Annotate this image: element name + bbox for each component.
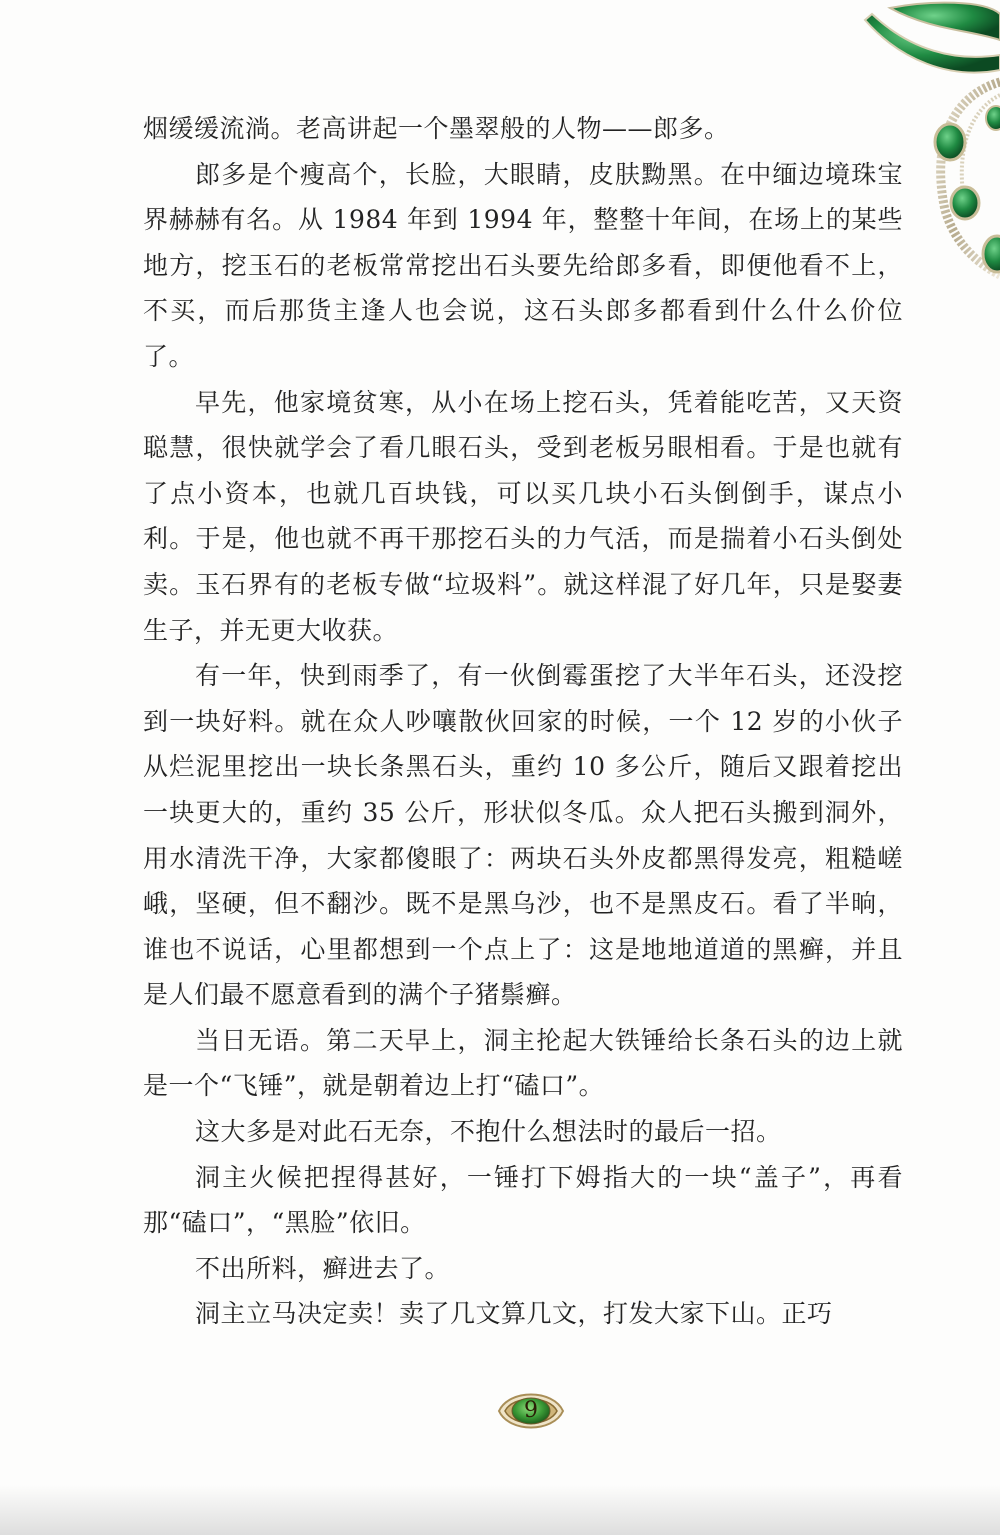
paragraph: 这大多是对此石无奈，不抱什么想法时的最后一招。 <box>195 1117 782 1147</box>
paragraph: 洞主立马决定卖！卖了几文算几文，打发大家下山。正巧 <box>195 1299 833 1329</box>
page-number-badge <box>495 1385 567 1437</box>
paragraph: 郎多是个瘦高个，长脸，大眼睛，皮肤黝黑。在中缅边境珠宝界赫赫有名。从 1984 年到 1994 年，整整十年间，在场上的某些地方，挖玉石的老板常常挖出石头要先给郎多看，即便他看不上，不买，而后那货主逢人也会说，这石头郎多都看到什么什么价位了。 <box>143 159 903 371</box>
paragraph: 早先，他家境贫寒，从小在场上挖石头，凭着能吃苦，又天资聪慧，很快就学会了看几眼石头，受到老板另眼相看。于是也就有了点小资本，也就几百块钱，可以买几块小石头倒倒手，谋点小利。于是，他也就不再干那挖石头的力气活，而是揣着小石头倒处卖。玉石界有的老板专做“垃圾料”。就这样混了好几年，只是娶妻生子，并无更大收获。 <box>143 387 903 645</box>
page-bottom-shadow <box>0 1485 1000 1535</box>
paragraph: 有一年，快到雨季了，有一伙倒霉蛋挖了大半年石头，还没挖到一块好料。就在众人吵嚷散伙回家的时候，一个 12 岁的小伙子从烂泥里挖出一块长条黑石头，重约 10 多公斤，随后又跟着挖出一块更大的，重约 35 公斤，形状似冬瓜。众人把石头搬到洞外，用水清洗干净，大家都傻眼了：两块石头外皮都黑得发亮，粗糙嵯峨，坚硬，但不翻沙。既不是黑乌沙，也不是黑皮石。看了半晌，谁也不说话，心里都想到一个点上了：这是地地道道的黑癣，并且是人们最不愿意看到的满个子猪鬃癣。 <box>143 661 903 1010</box>
paragraph: 当日无语。第二天早上，洞主抡起大铁锤给长条石头的边上就是一个“飞锤”，就是朝着边上打“磕口”。 <box>143 1025 903 1101</box>
paragraph: 洞主火候把捏得甚好，一锤打下姆指大的一块“盖子”，再看那“磕口”，“黑脸”依旧。 <box>143 1162 903 1238</box>
paragraph: 不出所料，癣进去了。 <box>195 1253 451 1283</box>
paragraph: 烟缓缓流淌。老高讲起一个墨翠般的人物——郎多。 <box>143 114 730 143</box>
body-text <box>143 106 903 1337</box>
page-number: 9 <box>524 1398 538 1423</box>
